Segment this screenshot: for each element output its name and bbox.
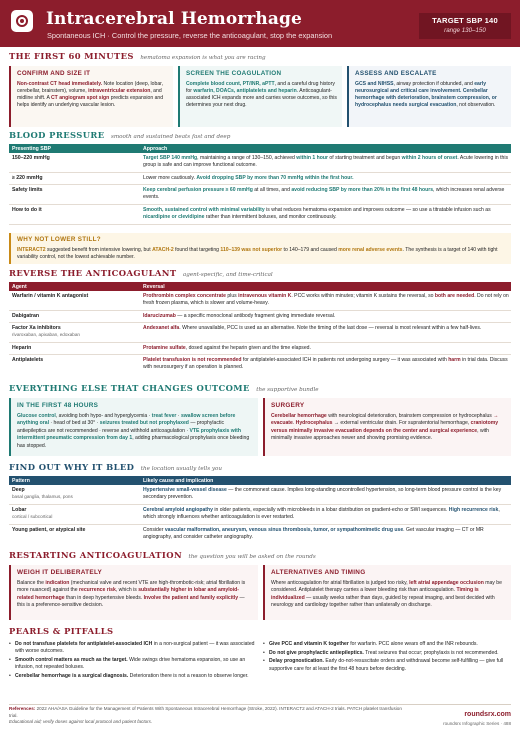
section-title: PEARLS & PITFALLS bbox=[9, 626, 114, 636]
box-body: Where anticoagulation for atrial fibrillation is judged too risky, left atrial appendage occlusion may be considered. Antiplatelet therapy carries a lower bleeding risk than anticoagulation. Timing is individualized — usually weeks rather than days, guided by repeat imaging, and best decided with neurology and cardiology together rather than unilaterally on discharge. bbox=[271, 579, 502, 609]
table-row bbox=[9, 525, 511, 545]
card-title: ASSESS AND ESCALATE bbox=[355, 70, 437, 77]
box-body: Cerebellar hemorrhage with neurological deterioration, brainstem compression or hydrocephalus → evacuate. Hydrocephalus → external ventricular drain. For supratentorial hemorrhage, craniotomy versus minimally invasive evacuation depends on the center and surgical experience, with minimally invasive approaches newer and showing promising evidence. bbox=[271, 412, 499, 442]
alternatives-box bbox=[263, 565, 511, 620]
first-48-hours-box bbox=[9, 398, 258, 456]
table-row bbox=[9, 355, 511, 375]
table-row bbox=[9, 205, 511, 225]
row-key: Heparin bbox=[12, 345, 32, 351]
box-title: WEIGH IT DELIBERATELY bbox=[17, 569, 103, 576]
row-value: Lower more cautiously. Avoid dropping SBP by more than 70 mmHg within the first hour. bbox=[143, 175, 354, 181]
section-reverse bbox=[9, 268, 273, 279]
row-value: Protamine sulfate, dosed against the heparin given and the time elapsed. bbox=[143, 345, 311, 351]
page-subtitle: Spontaneous ICH · Control the pressure, reverse the anticoagulant, stop the expansion bbox=[47, 31, 333, 40]
row-value: Target SBP 140 mmHg, maintaining a range of 130–150, achieved within 1 hour of starting treatment and begun within 2 hours of onset. Acute lowering in this group is safe and can improve functional outcome. bbox=[143, 155, 509, 169]
row-key: Safety limits bbox=[12, 187, 43, 193]
section-title: FIND OUT WHY IT BLED bbox=[9, 462, 135, 472]
table-row bbox=[9, 505, 511, 525]
column-header: Pattern bbox=[12, 477, 30, 484]
table-row bbox=[9, 343, 511, 355]
list-item: • Delay prognostication. Early do-not-resuscitate orders and withdrawal become self-fulfilling — give full supportive care for at least the first 48 hours before deciding. bbox=[263, 658, 511, 672]
row-key: 150–220 mmHg bbox=[12, 155, 50, 161]
table-row bbox=[9, 311, 511, 323]
row-key: Warfarin / vitamin K antagonist bbox=[12, 293, 89, 299]
section-title: RESTARTING ANTICOAGULATION bbox=[9, 550, 182, 560]
row-value: Cerebral amyloid angiopathy in older patients, especially with microbleeds in a lobar distribution on gradient-echo or SWI sequences. High recurrence risk, which strongly influences whether anticoagulation is ever restarted. bbox=[143, 507, 500, 521]
table-row bbox=[9, 485, 511, 505]
row-value: Consider vascular malformation, aneurysm, venous sinus thrombosis, tumor, or sympathomimetic drug use. Get vascular imaging — CT or MR angiography, and consider catheter angiography. bbox=[143, 527, 484, 541]
series-label: roundsrx Infographic Series · 488 bbox=[443, 720, 511, 726]
section-title: BLOOD PRESSURE bbox=[9, 130, 105, 140]
reversal-table bbox=[9, 282, 511, 375]
disclaimer: Educational aid; verify doses against local protocol and patient factors. bbox=[9, 719, 153, 725]
brain-circle-logo bbox=[11, 10, 33, 32]
target-range: range 130–150 bbox=[444, 27, 486, 35]
table-row bbox=[9, 323, 511, 343]
pearls-right-column bbox=[263, 641, 511, 674]
callout-title: WHY NOT LOWER STILL? bbox=[17, 236, 101, 243]
row-key: Antiplatelets bbox=[12, 357, 44, 363]
column-header: Presenting SBP bbox=[12, 145, 51, 152]
box-title: ALTERNATIVES AND TIMING bbox=[271, 569, 366, 576]
section-tagline: hematoma expansion is what you are racing bbox=[140, 55, 266, 61]
bleed-cause-table bbox=[9, 476, 511, 545]
box-title: IN THE FIRST 48 HOURS bbox=[17, 402, 99, 409]
box-title: SURGERY bbox=[271, 402, 305, 409]
section-title: THE FIRST 60 MINUTES bbox=[9, 51, 134, 61]
section-title: EVERYTHING ELSE THAT CHANGES OUTCOME bbox=[9, 383, 250, 393]
column-header: Reversal bbox=[143, 283, 165, 290]
footer-divider bbox=[9, 704, 511, 705]
section-tagline: smooth and sustained beats fast and deep bbox=[111, 134, 231, 140]
bp-table bbox=[9, 144, 511, 225]
table-row bbox=[9, 291, 511, 311]
logo-dot-icon bbox=[20, 19, 24, 23]
site-link[interactable]: roundsrx.com bbox=[464, 711, 511, 718]
row-key: ≥ 220 mmHg bbox=[12, 175, 43, 181]
target-sbp-badge bbox=[419, 13, 511, 39]
row-value: Prothrombin complex concentrate plus intravenous vitamin K. PCC works within minutes; vitamin K sustains the reversal, so both are needed. Do not rely on fresh frozen plasma, which is slower and volume-heavy. bbox=[143, 293, 509, 307]
row-key: How to do it bbox=[12, 207, 42, 213]
card-assess-escalate bbox=[347, 66, 511, 127]
table-row bbox=[9, 173, 511, 185]
weigh-it-box bbox=[9, 565, 258, 620]
list-item: • Do not give prophylactic antiepileptics. Treat seizures that occur; prophylaxis is not recommended. bbox=[263, 650, 511, 657]
table-header bbox=[9, 282, 511, 291]
references-text: 2022 AHA/ASA Guideline for the Management of Patients With Spontaneous Intracerebral Hemorrhage (Stroke, 2022). INTERACT2 and ATACH-2 trials. PATCH platelet transfusion trial. bbox=[9, 706, 402, 718]
card-title: SCREEN THE COAGULATION bbox=[186, 70, 282, 77]
row-value: Hypertensive small-vessel disease — the commonest cause. Implies long-standing uncontrolled hypertension, so long-term blood pressure control is the key secondary prevention. bbox=[143, 487, 502, 501]
row-key: Factor Xa inhibitors rivaroxaban, apixaban, edoxaban bbox=[12, 325, 80, 338]
references-label: References: bbox=[9, 706, 36, 711]
card-body: Complete blood count, PT/INR, aPTT, and a careful drug history for warfarin, DOACs, antiplatelets and heparin. Anticoagulant-associated ICH expands more and carries worse outcomes, so this determines your next drug. bbox=[186, 80, 337, 109]
references bbox=[9, 706, 409, 726]
table-header bbox=[9, 144, 511, 153]
list-item: • Smooth control matters as much as the target. Wide swings drive hematoma expansion, so use an infusion, not repeated boluses. bbox=[9, 657, 255, 671]
list-item: • Give PCC and vitamin K together for warfarin. PCC alone wears off and the INR rebounds. bbox=[263, 641, 511, 648]
table-row bbox=[9, 185, 511, 205]
row-value: Keep cerebral perfusion pressure ≥ 60 mmHg at all times, and avoid reducing SBP by more than 20% in the first 48 hours, which increases renal adverse events. bbox=[143, 187, 505, 201]
brand-block bbox=[443, 710, 511, 727]
box-body: Balance the indication (mechanical valve and recent VTE are high-thrombotic-risk; atrial fibrillation is more nuanced) against the recurrence risk, which is substantially higher in lobar and amyloid-related hemorrhage than in deep hypertensive bleeds. Involve the patient and family explicitly — this is a preference-sensitive decision. bbox=[17, 579, 246, 609]
row-key: Deep basal ganglia, thalamus, pons bbox=[12, 487, 73, 500]
table-header bbox=[9, 476, 511, 485]
box-body: Glucose control, avoiding both hypo- and hyperglycemia · treat fever · swallow screen before anything oral · head of bed at 30° · seizures treated but not prophylaxed — prophylactic antiepileptics are not recommended · reverse and withhold anticoagulation · VTE prophylaxis with intermittent pneumatic compression from day 1, adding pharmacological prophylaxis once bleeding has stopped. bbox=[17, 412, 250, 449]
section-tagline: agent-specific, and time-critical bbox=[182, 272, 273, 278]
table-row bbox=[9, 153, 511, 173]
section-restarting bbox=[9, 550, 316, 561]
surgery-box bbox=[263, 398, 511, 456]
row-value: Andexanet alfa. Where unavailable, PCC is used as an alternative. Note the timing of the last dose — reversal is most relevant within a few half-lives. bbox=[143, 325, 482, 331]
section-tagline: the question you will be asked on the rounds bbox=[188, 554, 316, 560]
section-tagline: the supportive bundle bbox=[256, 387, 319, 393]
section-blood-pressure bbox=[9, 130, 230, 141]
section-tagline: the location usually tells you bbox=[140, 466, 222, 472]
section-everything-else bbox=[9, 383, 319, 394]
row-value: Idarucizumab — a specific monoclonal antibody fragment giving immediate reversal. bbox=[143, 313, 336, 319]
callout-body: INTERACT2 suggested benefit from intensive lowering, but ATACH-2 found that targeting 110–139 was not superior to 140–179 and caused more renal adverse events. The synthesis is a target of 140 with tight variability control, not the lowest achievable number. bbox=[17, 246, 498, 260]
row-key: Dabigatran bbox=[12, 313, 40, 319]
card-confirm-size bbox=[9, 66, 173, 127]
row-key: Lobar cortical / subcortical bbox=[12, 507, 53, 520]
row-value: Platelet transfusion is not recommended for antiplatelet-associated ICH in patients not undergoing surgery — it was associated with harm in trial data. Discuss with neurosurgery if an operation is planned. bbox=[143, 357, 508, 371]
target-label: TARGET SBP 140 bbox=[432, 16, 498, 25]
card-title: CONFIRM AND SIZE IT bbox=[17, 70, 91, 77]
section-first-60 bbox=[9, 51, 266, 62]
column-header: Agent bbox=[12, 283, 27, 290]
page-title: Intracerebral Hemorrhage bbox=[46, 9, 302, 29]
why-not-lower-callout bbox=[9, 233, 511, 264]
column-header: Likely cause and implication bbox=[143, 477, 214, 484]
card-screen-coagulation bbox=[178, 66, 342, 127]
card-body: Non-contrast CT head immediately. Note location (deep, lobar, cerebellar, brainstem), volume, intraventricular extension, and midline shift. A CT angiogram spot sign predicts expansion and helps identify an underlying vascular lesion. bbox=[17, 80, 164, 109]
section-title: REVERSE THE ANTICOAGULANT bbox=[9, 268, 177, 278]
card-body: GCS and NIHSS, airway protection if obtunded, and early neurosurgical and critical care involvement. Cerebellar hemorrhage with deterioration, brainstem compression, or hydrocephalus needs surgical evacuation, not observation. bbox=[355, 80, 497, 109]
list-item: • Cerebellar hemorrhage is a surgical diagnosis. Deterioration there is not a reason to observe longer. bbox=[9, 673, 255, 680]
column-header: Approach bbox=[143, 145, 168, 152]
section-pearls bbox=[9, 626, 114, 637]
list-item: • Do not transfuse platelets for antiplatelet-associated ICH in a non-surgical patient — it was associated with worse outcomes. bbox=[9, 641, 255, 655]
row-value: Smooth, sustained control with minimal variability is what reduces hematoma expansion and improves outcome — so use a titratable infusion such as nicardipine or clevidipine rather than intermittent boluses, and monitor continuously. bbox=[143, 207, 491, 221]
section-why-it-bled bbox=[9, 462, 222, 473]
header-banner bbox=[0, 0, 520, 47]
row-key: Young patient, or atypical site bbox=[12, 527, 86, 533]
pearls-left-column bbox=[9, 641, 255, 682]
